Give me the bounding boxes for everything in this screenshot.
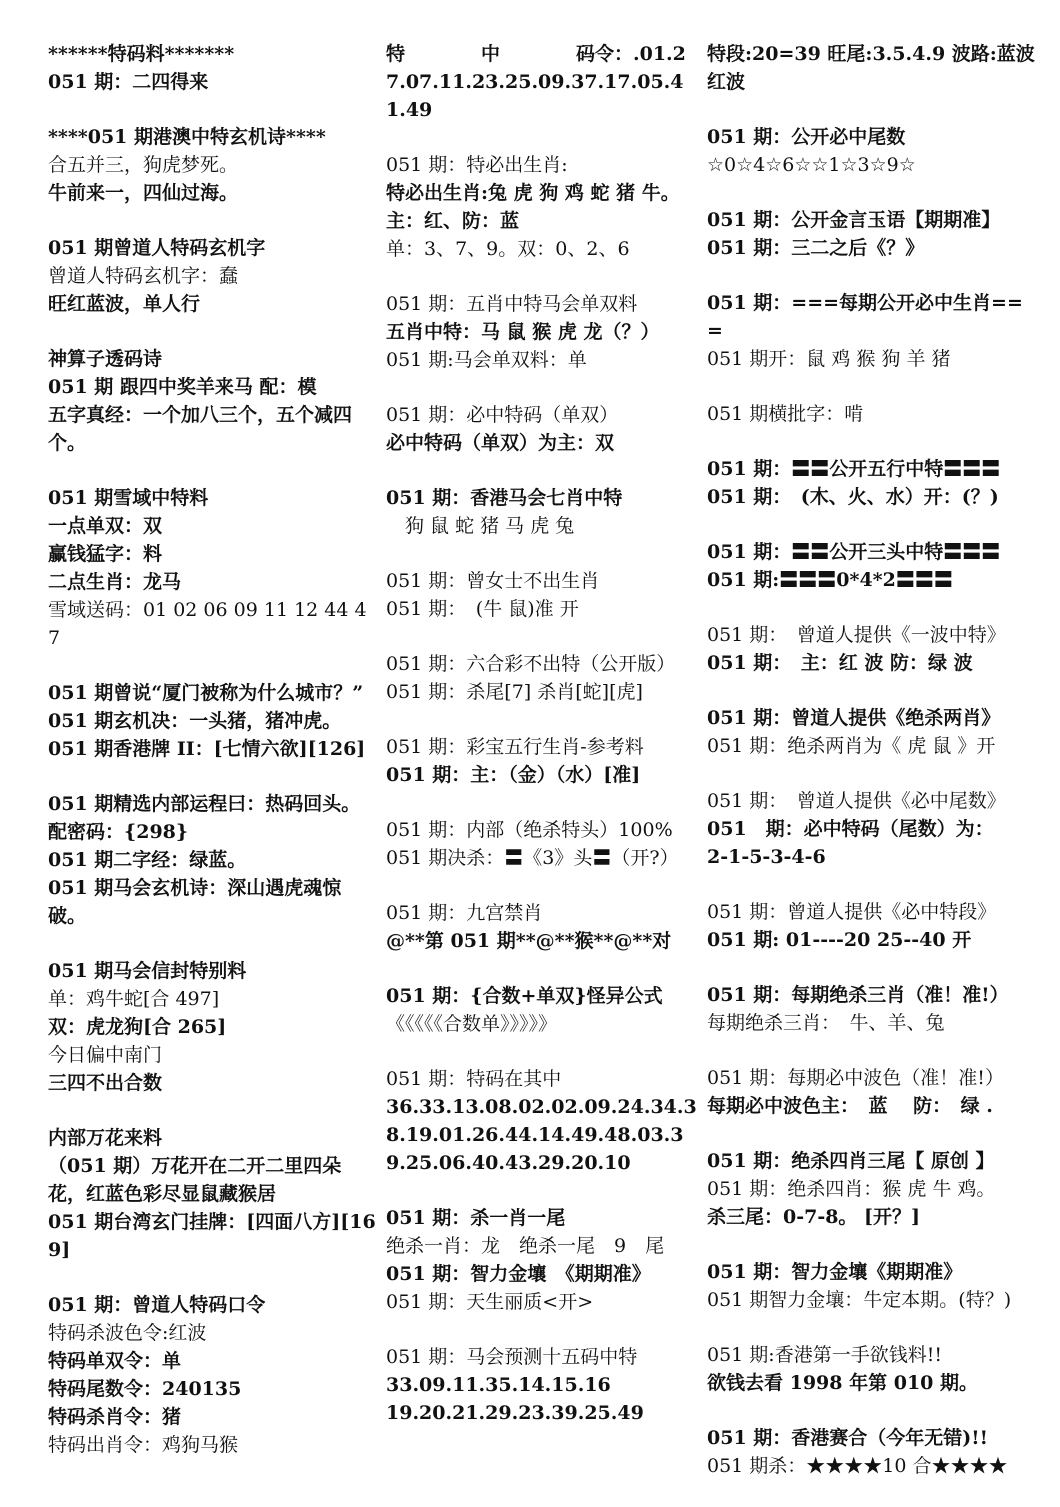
text-line: 单：3、7、9。双：0、2、6 (386, 238, 630, 260)
text-line: 必中特码（单双）为主：双 (386, 432, 615, 454)
text-line: 2-1-5-3-4-6 (707, 846, 826, 868)
text-line: 051 期:香港第一手欲钱料!! (707, 1344, 942, 1366)
text-line: 051 期：五肖中特马会单双料 (386, 293, 638, 315)
text-block (48, 790, 378, 930)
text-block (386, 899, 698, 955)
text-line: 051 期：{合数+单双}怪异公式 (386, 985, 663, 1007)
text-line: 051 期：马会预测十五码中特 (386, 1346, 638, 1368)
text-line: 051 期：〓〓公开三头中特〓〓〓 (707, 541, 1001, 563)
text-block (48, 40, 378, 96)
text-line: 神算子透码诗 (48, 348, 163, 370)
text-block (707, 1064, 1037, 1120)
text-line: 051 期：二四得来 (48, 71, 209, 93)
text-line: 051 期精选内部运程曰：热码回头。 (48, 793, 361, 815)
text-line: 051 期： (木、火、水）开：(？) (707, 486, 999, 508)
text-line: 051 期：杀尾[7] 杀肖[蛇][虎] (386, 681, 643, 703)
text-line: 051 期：必中特码（单双） (386, 404, 619, 426)
text-line: ****051 期港澳中特玄机诗**** (48, 126, 326, 148)
text-block (707, 621, 1037, 677)
text-line: （051 期）万花开在二开二里四朵花，红蓝色彩尽显鼠藏猴居 (48, 1155, 342, 1205)
text-block (707, 400, 1037, 428)
text-block (386, 567, 698, 623)
text-line: 051 期决杀：〓《3》头〓（开?） (386, 847, 679, 869)
text-block (386, 816, 698, 872)
text-line: 合五并三，狗虎梦死。 (48, 154, 239, 176)
text-block (386, 1204, 698, 1316)
text-line: 051 期： 主：红 波 防：绿 波 (707, 652, 973, 674)
text-line: 特码杀波色令:红波 (48, 1322, 207, 1344)
text-line: 051 期：曾道人提供《绝杀两肖》 (707, 707, 1001, 729)
right-column (707, 40, 1037, 1507)
text-line: ******特码料******* (48, 43, 235, 65)
text-line: ☆0☆4☆6☆☆1☆3☆9☆ (707, 154, 916, 176)
text-line: 051 期：公开金言玉语【期期准】 (707, 209, 1001, 231)
text-line: 051 期：九宫禁肖 (386, 902, 543, 924)
text-block (707, 206, 1037, 262)
text-line: 051 期曾道人特码玄机字 (48, 237, 266, 259)
text-block (386, 733, 698, 789)
text-line: 051 期马会信封特别料 (48, 960, 247, 982)
text-line: 绝杀一肖：龙 绝杀一尾 9 尾 (386, 1235, 665, 1257)
text-line: 051 期 跟四中奖羊来马 配：模 (48, 376, 317, 398)
text-line: 雪域送码：01 02 06 09 11 12 44 47 (48, 599, 367, 649)
left-column (48, 40, 378, 1486)
text-line: 特码杀肖令：猪 (48, 1406, 182, 1428)
text-line: 051 期：彩宝五行生肖-参考料 (386, 736, 644, 758)
text-line: 19.20.21.29.23.39.25.49 (386, 1402, 644, 1424)
text-line: 欲钱去看 1998 年第 010 期。 (707, 1372, 979, 1394)
text-line: 051 期雪域中特料 (48, 487, 209, 509)
text-line: 051 期曾说“厦门被称为什么城市？” (48, 682, 364, 704)
text-block (707, 123, 1037, 179)
text-block (386, 650, 698, 706)
text-block (48, 679, 378, 763)
text-line: 051 期：香港赛合（今年无错)!! (707, 1427, 988, 1449)
text-line: 051 期杀：★★★★10 合★★★★ (707, 1455, 1008, 1477)
text-line: 051 期：绝杀四肖三尾【 原创 】 (707, 1150, 995, 1172)
text-line: 051 期：三二之后《？》 (707, 237, 925, 259)
text-block (707, 1258, 1037, 1314)
text-block (386, 401, 698, 457)
text-line: 051 期：曾女士不出生肖 (386, 570, 600, 592)
text-line: 051 期：绝杀四肖：猴 虎 牛 鸡。 (707, 1178, 996, 1200)
text-block (386, 1343, 698, 1427)
text-line: 《《《《《合数单》》》》》 (386, 1013, 558, 1035)
text-line: 特码单双令：单 (48, 1350, 182, 1372)
text-line: 狗 鼠 蛇 猪 马 虎 兔 (386, 515, 575, 537)
text-line: 051 期:〓〓〓0*4*2〓〓〓 (707, 569, 953, 591)
text-line: 特段:20=39 旺尾:3.5.4.9 波路:蓝波红波 (707, 43, 1035, 93)
text-line: 051 期：香港马会七肖中特 (386, 487, 623, 509)
text-line: 二点生肖：龙马 (48, 571, 182, 593)
text-line: 一点单双：双 (48, 515, 163, 537)
text-line: 051 期：每期绝杀三肖（准！准!） (707, 984, 1009, 1006)
text-block (707, 787, 1037, 871)
text-block (707, 289, 1037, 373)
text-line: 赢钱猛字：料 (48, 543, 163, 565)
text-line: 每期绝杀三肖： 牛、羊、兔 (707, 1012, 945, 1034)
text-line: 特 中 码令：.01.27.07.11.23.25.09.37.17.05.41.49 (386, 43, 686, 121)
text-line: 特码出肖令：鸡狗马猴 (48, 1434, 239, 1456)
text-block (386, 1065, 698, 1177)
text-line: 051 期：杀一肖一尾 (386, 1207, 566, 1229)
text-line: 主：红、防：蓝 (386, 210, 520, 232)
text-block (48, 345, 378, 457)
text-line: 051 期：===每期公开必中生肖=== (707, 292, 1023, 342)
text-line: 双：虎龙狗[合 265] (48, 1016, 227, 1038)
text-block (386, 40, 698, 124)
text-line: 051 期：绝杀两肖为《 虎 鼠 》开 (707, 735, 996, 757)
middle-column (386, 40, 698, 1454)
text-block (48, 123, 378, 207)
text-line: 配密码：{298} (48, 821, 189, 843)
text-line: 051 期：智力金壤《期期准》 (707, 1261, 963, 1283)
text-line: 杀三尾：0-7-8。 [开？] (707, 1206, 921, 1228)
text-line: 051 期：主：（金）（水）[准] (386, 764, 641, 786)
text-line: 051 期:马会单双料：单 (386, 349, 587, 371)
text-line: 五肖中特：马 鼠 猴 虎 龙（？） (386, 321, 660, 343)
text-line: 今日偏中南门 (48, 1044, 163, 1066)
text-line: 051 期：必中特码（尾数）为： (707, 818, 994, 840)
text-line: 051 期：内部（绝杀特头）100% (386, 819, 673, 841)
text-line: 内部万花来料 (48, 1127, 163, 1149)
text-line: 曾道人特码玄机字：蠢 (48, 265, 239, 287)
text-line: 051 期： (牛 鼠)准 开 (386, 598, 579, 620)
text-line: 33.09.11.35.14.15.16 (386, 1374, 611, 1396)
text-line: 051 期：公开必中尾数 (707, 126, 906, 148)
text-block (707, 704, 1037, 760)
text-line: 051 期马会玄机诗：深山遇虎魂惊破。 (48, 877, 342, 927)
text-line: 051 期台湾玄门挂牌：[四面八方][169] (48, 1211, 376, 1261)
text-line: 051 期：天生丽质<开> (386, 1291, 594, 1313)
text-line: 051 期: 01----20 25--40 开 (707, 929, 972, 951)
text-line: 051 期开：鼠 鸡 猴 狗 羊 猪 (707, 348, 951, 370)
text-block (707, 981, 1037, 1037)
text-block (707, 538, 1037, 594)
text-line: 051 期：〓〓公开五行中特〓〓〓 (707, 458, 1001, 480)
text-block (707, 40, 1037, 96)
text-line: 单：鸡牛蛇[合 497] (48, 988, 220, 1010)
text-block (707, 1147, 1037, 1231)
text-line: 051 期玄机决：一头猪，猪冲虎。 (48, 710, 342, 732)
text-block (707, 1341, 1037, 1397)
text-line: 特必出生肖:兔 虎 狗 鸡 蛇 猪 牛。 (386, 182, 680, 204)
text-line: 牛前来一，四仙过海。 (48, 182, 239, 204)
text-line: 051 期：特码在其中 (386, 1068, 562, 1090)
text-line: 051 期：每期必中波色（准！准!） (707, 1067, 1004, 1089)
text-line: 051 期香港牌 II：[七情六欲][126] (48, 738, 366, 760)
text-line: 051 期：智力金壤 《期期准》 (386, 1263, 651, 1285)
text-block (48, 234, 378, 318)
text-line: 051 期：曾道人提供《必中特段》 (707, 901, 997, 923)
text-block (707, 1424, 1037, 1480)
text-block (386, 484, 698, 540)
text-line: 特码尾数令：240135 (48, 1378, 242, 1400)
text-line: 051 期： 曾道人提供《一波中特》 (707, 624, 1006, 646)
text-block (386, 982, 698, 1038)
text-line: 051 期二字经：绿蓝。 (48, 849, 247, 871)
text-line: 旺红蓝波，单人行 (48, 293, 201, 315)
text-line: 五字真经：一个加八三个，五个减四个。 (48, 404, 353, 454)
text-line: 051 期：曾道人特码口令 (48, 1294, 266, 1316)
text-line: 051 期智力金壤：牛定本期。(特？) (707, 1289, 1012, 1311)
text-block (48, 1124, 378, 1264)
text-block (48, 957, 378, 1097)
text-block (707, 455, 1037, 511)
text-block (386, 151, 698, 263)
text-block (386, 290, 698, 374)
text-line: 051 期横批字：啃 (707, 403, 864, 425)
text-block (48, 1291, 378, 1459)
text-line: 051 期： 曾道人提供《必中尾数》 (707, 790, 1006, 812)
text-line: @**第 051 期**@**猴**@**对 (386, 930, 672, 952)
text-line: 051 期：特必出生肖: (386, 154, 568, 176)
text-line: 每期必中波色主： 蓝 防： 绿 . (707, 1095, 993, 1117)
text-line: 051 期：六合彩不出特（公开版） (386, 653, 676, 675)
text-block (707, 898, 1037, 954)
text-line: 36.33.13.08.02.02.09.24.34.38.19.01.26.44.14.49.48.03.39.25.06.40.43.29.20.10 (386, 1096, 697, 1174)
text-line: 三四不出合数 (48, 1072, 163, 1094)
text-block (48, 484, 378, 652)
